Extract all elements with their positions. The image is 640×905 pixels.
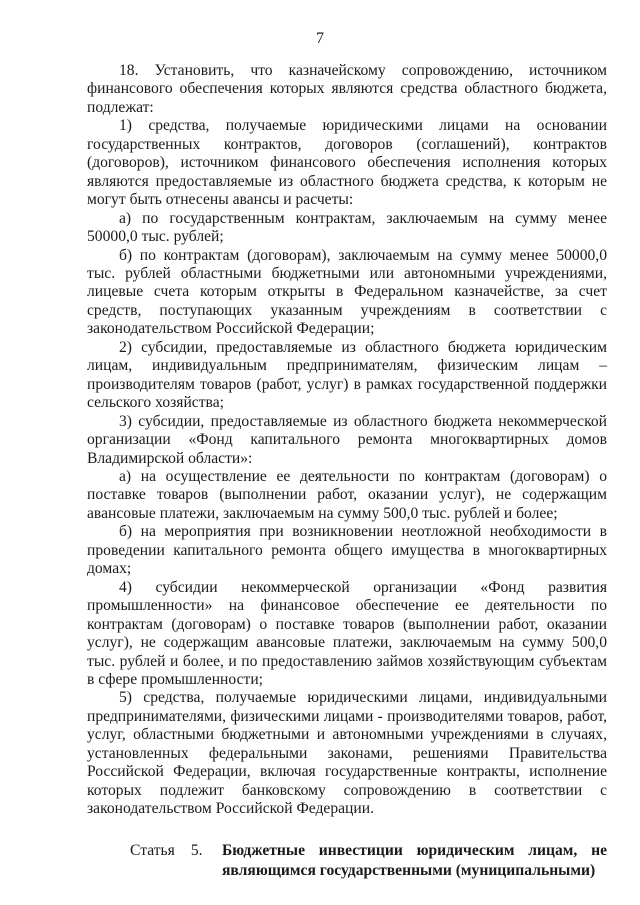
paragraph-item-1: 1) средства, получаемые юридическими лицами на основании государственных контрактов, договоров (соглашений), контрактов (договоров), источником финансового обеспечения исполнения которых являются предоставляемые из областного бюджета средства, к которым не могут быть отнесены авансы и расчеты: [87, 117, 607, 209]
article-label-group [87, 841, 222, 861]
paragraph-18: 18. Установить, что казначейскому сопровождению, источником финансового обеспечения которых являются средства областного бюджета, подлежат: [87, 62, 607, 116]
paragraph-item-3a: а) на осуществление ее деятельности по контрактам (договорам) о поставке товаров (выполнении работ, оказании услуг), не содержащим авансовые платежи, заключаемым на сумму 500,0 тыс. рублей и более; [87, 467, 607, 522]
document-body [87, 62, 607, 881]
paragraph-item-1a: а) по государственным контрактам, заключаемым на сумму менее 50000,0 тыс. рублей; [87, 209, 607, 246]
article-label: Статья [130, 841, 175, 859]
page-number: 7 [316, 30, 324, 47]
article-heading [87, 841, 607, 881]
paragraph-item-3b: б) на мероприятия при возникновении неотложной необходимости в проведении капитального ремонта общего имущества в многоквартирных домах; [87, 523, 607, 578]
paragraph-item-5: 5) средства, получаемые юридическими лицами, индивидуальными предпринимателями, физическими лицами - производителями товаров, работ, услуг, областными бюджетными и автономными учреждениями в случаях, установленных федеральными законами, решениями Правительства Российской Федерации, включая государственные контракты, исполнение которых подлежит банковскому сопровождению в соответствии с законодательством Российской Федерации. [87, 689, 607, 818]
paragraph-item-4: 4) субсидии некоммерческой организации «Фонд развития промышленности» на финансовое обеспечение ее деятельности по контрактам (договорам) о поставке товаров (выполнении работ, оказании услуг), не содержащим авансовые платежи, заключаемым на сумму 500,0 тыс. рублей и более, и по предоставлению займов хозяйствующим субъектам в сфере промышленности; [87, 578, 607, 688]
article-number: 5. [190, 841, 203, 859]
paragraph-item-1b: б) по контрактам (договорам), заключаемым на сумму менее 50000,0 тыс. рублей областными бюджетными или автономными учреждениями, лицевые счета которым открыты в Федеральном казначействе, за счет средств, поступающих указанным учреждениям в соответствии с законодательством Российской Федерации; [87, 246, 607, 338]
paragraph-item-2: 2) субсидии, предоставляемые из областного бюджета юридическим лицам, индивидуальным предпринимателям, физическим лицам – производителям товаров (работ, услуг) в рамках государственной поддержки сельского хозяйства; [87, 338, 607, 412]
article-title: Бюджетные инвестиции юридическим лицам, не являющимся государственными (муниципальными) [222, 841, 607, 879]
paragraph-item-3: 3) субсидии, предоставляемые из областного бюджета некоммерческой организации «Фонд капитального ремонта многоквартирных домов Владимирской области»: [87, 412, 607, 467]
